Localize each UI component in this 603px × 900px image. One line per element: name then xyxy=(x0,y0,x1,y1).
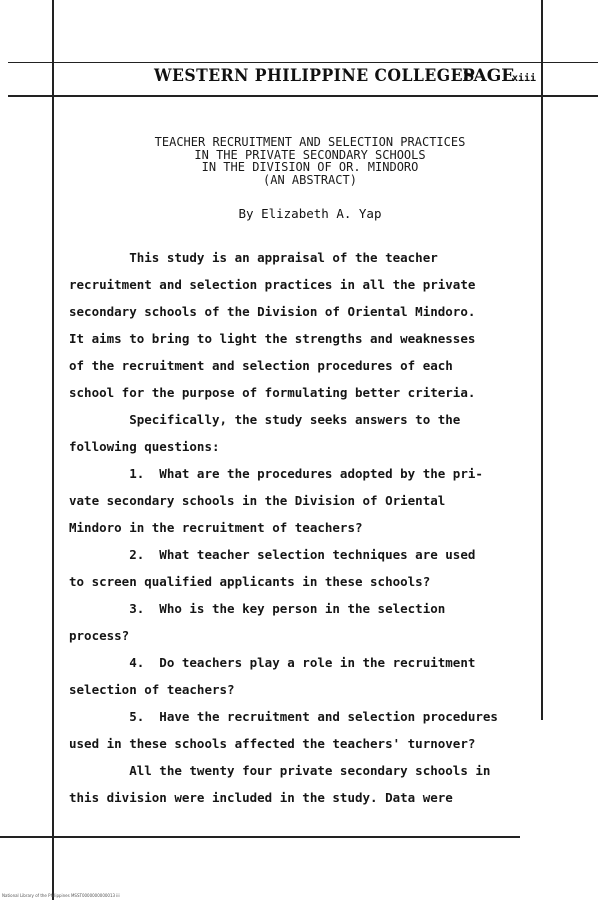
header-rule-top xyxy=(8,62,598,63)
body-line: secondary schools of the Division of Oriental Mindoro. xyxy=(69,304,476,319)
margin-line-left xyxy=(52,0,54,900)
page-label: PAGE xyxy=(462,66,515,86)
author-byline: By Elizabeth A. Yap xyxy=(238,206,382,221)
title-line: IN THE DIVISION OF OR. MINDORO xyxy=(201,160,419,174)
body-line: school for the purpose of formulating better criteria. xyxy=(69,385,476,400)
header-rule-bottom xyxy=(8,95,598,97)
body-line: 2. What teacher selection techniques are used xyxy=(69,547,476,562)
body-line: selection of teachers? xyxy=(69,682,235,697)
body-line: to screen qualified applicants in these schools? xyxy=(69,574,431,589)
body-line: All the twenty four private secondary schools in xyxy=(69,763,491,778)
page-number: xiii xyxy=(512,73,537,84)
archive-footer-note: National Library of the Philippines MSST0000000000013 iii xyxy=(2,893,120,898)
abstract-title xyxy=(60,136,560,186)
body-line: of the recruitment and selection procedures of each xyxy=(69,358,453,373)
body-line: This study is an appraisal of the teacher xyxy=(69,250,438,265)
body-line: 3. Who is the key person in the selection xyxy=(69,601,446,616)
body-line: 4. Do teachers play a role in the recruitment xyxy=(69,655,476,670)
college-name: WESTERN PHILIPPINE COLLEGES xyxy=(154,66,475,86)
body-line: used in these schools affected the teachers' turnover? xyxy=(69,736,476,751)
footer-rule xyxy=(0,836,520,838)
body-line: Mindoro in the recruitment of teachers? xyxy=(69,520,363,535)
body-line: Specifically, the study seeks answers to the xyxy=(69,412,461,427)
body-line: 1. What are the procedures adopted by the pri- xyxy=(69,466,483,481)
abstract-body xyxy=(69,244,539,811)
body-line: process? xyxy=(69,628,130,643)
body-line: It aims to bring to light the strengths and weaknesses xyxy=(69,331,476,346)
body-line: 5. Have the recruitment and selection procedures xyxy=(69,709,498,724)
title-line: TEACHER RECRUITMENT AND SELECTION PRACTICES xyxy=(154,135,466,149)
title-line: IN THE PRIVATE SECONDARY SCHOOLS xyxy=(194,147,426,162)
body-line: vate secondary schools in the Division of Oriental xyxy=(69,493,446,508)
body-line: following questions: xyxy=(69,439,220,454)
letterhead xyxy=(0,64,603,92)
title-line: (AN ABSTRACT) xyxy=(263,172,357,187)
body-line: this division were included in the study. Data were xyxy=(69,790,453,805)
body-line: recruitment and selection practices in all the private xyxy=(69,277,476,292)
margin-line-right xyxy=(541,0,543,720)
